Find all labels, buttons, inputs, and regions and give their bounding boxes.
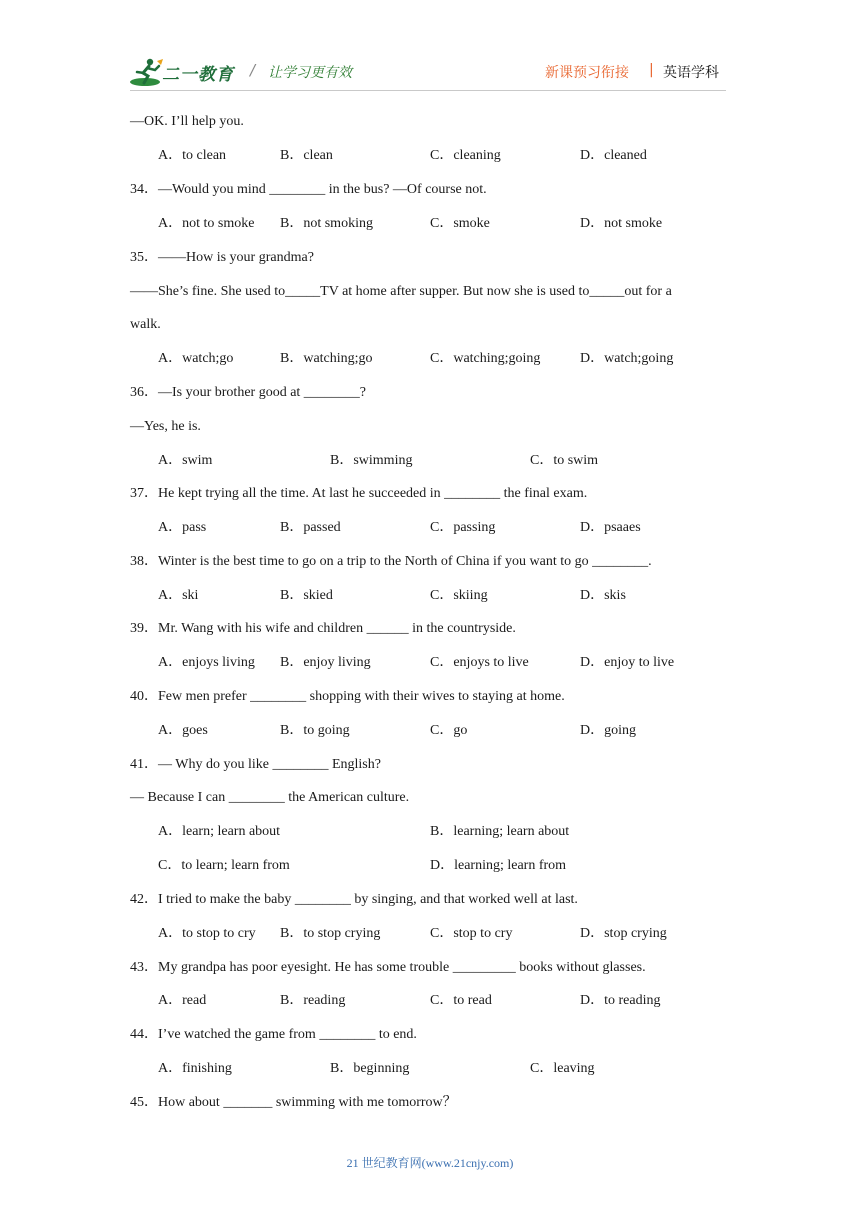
question-35-continuation: walk. [130,317,161,332]
option-d: D．learning; learn from [430,858,567,873]
page-footer: 21 世纪教育网(www.21cnjy.com) [346,1156,514,1170]
option-d: D．stop crying [580,926,667,941]
option-b: B．skied [280,588,333,603]
option-b: B．clean [280,148,333,163]
option-b: B．not smoking [280,216,373,231]
question-35: 35．——How is your grandma? [130,250,314,265]
option-d: D．cleaned [580,148,647,163]
option-a: A．to clean [158,148,227,163]
option-a: A．to stop to cry [158,926,256,941]
question-41: 41．— Why do you like ________ English? [130,757,381,772]
option-b: B．learning; learn about [430,824,570,839]
option-b: B．to going [280,723,350,738]
question-45: 45．How about _______ swimming with me tomorrow？ [130,1095,457,1110]
option-b: B．swimming [330,453,413,468]
option-a: A．ski [158,588,199,603]
question-36-answer: —Yes, he is. [130,419,201,434]
option-b: B．enjoy living [280,655,371,670]
option-d: D．going [580,723,636,738]
option-c: C．enjoys to live [430,655,529,670]
option-b: B．beginning [330,1061,410,1076]
answer-line: —OK. I’ll help you. [130,114,244,129]
question-36: 36．—Is your brother good at ________? [130,385,367,400]
option-c: C．stop to cry [430,926,513,941]
question-44: 44．I’ve watched the game from ________ to end. [130,1027,417,1042]
option-a: A．learn; learn about [158,824,281,839]
option-b: B．reading [280,993,346,1008]
option-c: C．skiing [430,588,488,603]
question-43: 43．My grandpa has poor eyesight. He has some trouble _________ books without glasses. [130,960,646,975]
option-d: D．not smoke [580,216,663,231]
option-c: C．to learn; learn from [158,858,290,873]
question-35-dialogue: ——She’s fine. She used to_____TV at home after supper. But now she is used to_____out for a [130,284,672,299]
option-d: D．psaaes [580,520,641,535]
question-37: 37．He kept trying all the time. At last he succeeded in ________ the final exam. [130,486,588,501]
option-a: A．read [158,993,207,1008]
header-divider: / [250,61,256,79]
question-40: 40．Few men prefer ________ shopping with their wives to staying at home. [130,689,565,704]
option-b: B．watching;go [280,351,373,366]
option-c: C．leaving [530,1061,595,1076]
question-34: 34．—Would you mind ________ in the bus? —Of course not. [130,182,487,197]
option-a: A．watch;go [158,351,234,366]
header-subject: 英语学科 [663,65,719,81]
header-separator: | [649,62,654,78]
option-c: C．to read [430,993,492,1008]
option-d: D．skis [580,588,626,603]
header-course: 新课预习衔接 [545,65,629,81]
option-c: C．watching;going [430,351,541,366]
option-a: A．goes [158,723,208,738]
option-d: D．to reading [580,993,661,1008]
question-41-answer: — Because I can ________ the American culture. [130,790,410,805]
option-a: A．swim [158,453,213,468]
option-c: C．cleaning [430,148,501,163]
option-c: C．go [430,723,468,738]
option-b: B．to stop crying [280,926,381,941]
option-a: A．pass [158,520,207,535]
question-42: 42．I tried to make the baby ________ by singing, and that worked well at last. [130,892,578,907]
logo-text: 二一教育 [162,65,234,85]
question-39: 39．Mr. Wang with his wife and children ______ in the countryside. [130,621,516,636]
option-b: B．passed [280,520,341,535]
option-c: C．passing [430,520,496,535]
option-d: D．enjoy to live [580,655,675,670]
option-a: A．not to smoke [158,216,255,231]
option-a: A．enjoys living [158,655,255,670]
option-c: C．smoke [430,216,490,231]
option-c: C．to swim [530,453,599,468]
option-d: D．watch;going [580,351,674,366]
option-a: A．finishing [158,1061,232,1076]
question-38: 38．Winter is the best time to go on a trip to the North of China if you want to go ________. [130,554,652,569]
header-slogan: 让学习更有效 [268,65,352,81]
